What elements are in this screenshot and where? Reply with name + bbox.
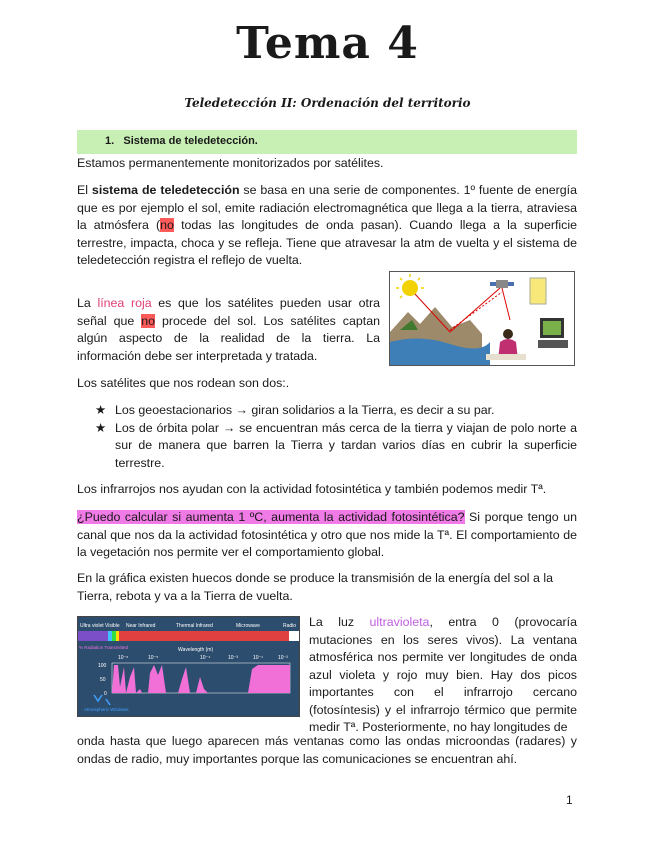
section-label: Sistema de teledetección. [123,135,258,147]
text-run: La luz [309,615,370,629]
text-run: es que los satélites pueden usar otra señal que [77,296,380,328]
ultraviolet-term: ultravioleta [369,615,430,629]
y-tick: 100 [98,663,107,669]
page-number: 1 [566,793,573,807]
band-label: Radio [283,623,297,629]
atmospheric-windows-figure [77,616,300,717]
tick-label: 10⁻⁵ [148,655,159,661]
paragraph-red-line [77,295,380,365]
paragraph-graph: En la gráfica existen huecos donde se produce la transmisión de la energía del sol a la Tierra, rebota y va a la Tierra de vuelta. [77,571,553,603]
y-tick: 50 [100,677,106,683]
highlighted-question: ¿Puedo calcular si aumenta 1 ºC, aumenta la actividad fotosintética? [77,510,465,524]
receiver-icon [530,278,546,304]
paragraph-satellites-intro: Los satélites que nos rodean son dos:. [77,376,290,390]
highlight-no: no [141,313,156,328]
document-title: Tema 4 [236,18,419,69]
axis-title: Wavelength (m) [178,647,214,653]
text-run: El [77,183,92,197]
spectrum-chart [78,617,299,716]
band-uv [78,631,108,641]
side-label: % Radiation Transmitted [79,645,129,650]
paragraph-question [77,509,577,562]
paragraph-ultraviolet-cont: onda hasta que luego aparecen más ventanas como las ondas microondas (radares) y ondas de radio, muy importantes porque las comunicaciones se encuentran ahí. [77,734,577,766]
section-number: 1. [105,135,115,147]
band-label: Microwave [236,623,260,629]
remote-sensing-illustration [390,272,574,365]
tick-label: 10⁻³ [228,655,238,661]
star-icon: ★ [95,403,107,417]
paragraph-ultraviolet [309,614,577,737]
band-label: Ultra violet [80,623,104,629]
star-icon: ★ [95,420,107,435]
list-item-text: Los de órbita polar → se encuentran más cerca de la tierra y viajan de polo norte a sur de manera que barren la Tierra y tardan varios días en cubrir la superficie terrestre. [115,420,577,470]
paragraph-intro: Estamos permanentemente monitorizados por satélites. [77,156,384,170]
text-run: procede del sol. Los satélites captan algún aspecto de la realidad de la tierra. La información debe ser interpretada y tratada. [77,313,380,363]
text-run: se basa en una serie de componentes. 1º fuente de energía que es por ejemplo el sol, emite radiación electromagnética que llega a la tierra, atraviesa la atmósfera ( [77,183,577,232]
text-run: Si porque tengo un canal que nos da la actividad fotosintética y otro que nos mide la Tª. El comportamiento de la vegetación nos permite ver el comportamiento global. [77,510,577,559]
red-line-term: línea roja [97,296,152,310]
paragraph-system [77,182,577,270]
text-run: , entra 0 (provocaría mutaciones en los seres vivos). La ventana atmosférica nos permite ver longitudes de onda azul violeta y rojo muy bien. Hay dos picos importantes con el infrarrojo cercano (fotosíntesis) y el infrarrojo térmico que permite medir Tª. Posteriormente, no hay longitudes de [309,615,577,734]
band-label: Visible [105,623,120,629]
document-subtitle: Teledetección II: Ordenación del territorio [184,96,471,110]
band-label: Thermal Infrared [176,623,213,629]
sun-icon [402,280,418,296]
bottom-label: Atmospheric Windows [84,707,129,712]
band-infrared [119,631,289,641]
y-tick: 0 [104,691,107,697]
text-run: La [77,296,98,310]
tick-label: 10⁻¹ [253,655,263,661]
highlight-no: no [160,218,174,232]
satellite-icon [496,280,508,288]
tick-label: 10⁻⁶ [118,655,129,661]
list-item [95,420,577,473]
paragraph-infrared: Los infrarrojos nos ayudan con la actividad fotosintética y también podemos medir Tª. [77,482,547,496]
band-label: Near Infrared [126,623,156,629]
section-heading [77,130,577,154]
tick-label: 10⁻² [278,655,288,661]
satellite-types-list [95,402,577,472]
remote-sensing-figure [389,271,575,366]
list-item-text: Los geoestacionarios → giran solidarios a la Tierra, es decir a su par. [115,403,495,417]
tick-label: 10⁻⁴ [200,655,211,661]
bold-term: sistema de teledetección [91,183,240,197]
list-item [95,402,577,420]
text-run: todas las longitudes de onda pasan). Cuando llega a la superficie terrestre, impacta, choca y se refleja. Tiene que atravesar la atm de vuelta y el sistema de teledetección registra el reflejo de vuelta. [77,218,577,267]
